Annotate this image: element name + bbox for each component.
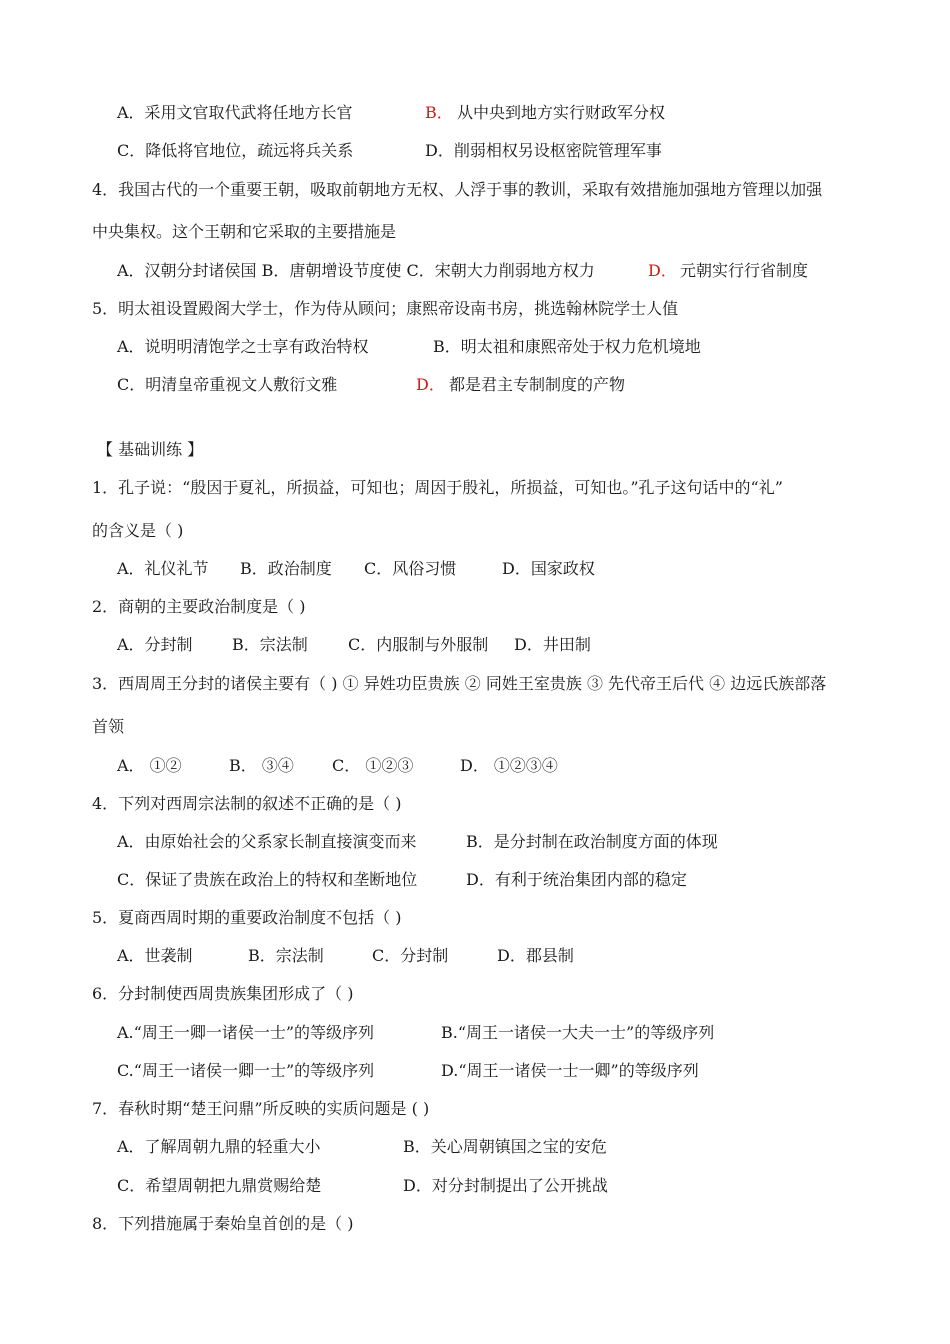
q4-option-d: D．有利于统治集团内部的稳定 bbox=[466, 870, 687, 889]
prev-q5-stem: 5．明太祖设置殿阁大学士，作为侍从顾问；康熙帝设南书房，挑选翰林院学士人值 bbox=[92, 299, 679, 318]
q1-stem-line1: 1．孔子说：“殷因于夏礼，所损益，可知也；周因于殷礼，所损益，可知也。”孔子这句话中的“礼” bbox=[92, 478, 783, 497]
prev-q4-options-abc: A．汉朝分封诸侯国 B．唐朝增设节度使 C．宋朝大力削弱地方权力 bbox=[117, 261, 595, 280]
q1-option-d: D．国家政权 bbox=[502, 559, 595, 578]
q5-stem: 5．夏商西周时期的重要政治制度不包括（ ) bbox=[92, 908, 402, 927]
q6-option-d: D.“周王一诸侯一士一卿”的等级序列 bbox=[441, 1061, 699, 1080]
prev-q5-option-d-letter: D． bbox=[416, 375, 445, 394]
q2-stem: 2．商朝的主要政治制度是（ ) bbox=[92, 597, 306, 616]
q1-option-b: B．政治制度 bbox=[240, 559, 332, 578]
prev-q3-option-c: C．降低将官地位，疏远将兵关系 bbox=[117, 141, 354, 160]
prev-q3-option-d: D．削弱相权另设枢密院管理军事 bbox=[425, 141, 662, 160]
q7-option-d: D．对分封制提出了公开挑战 bbox=[403, 1176, 608, 1195]
q6-option-a: A.“周王一卿一诸侯一士”的等级序列 bbox=[117, 1023, 375, 1042]
q1-stem-line2: 的含义是（ ) bbox=[92, 521, 184, 540]
q2-option-c: C．内服制与外服制 bbox=[348, 635, 489, 654]
prev-q5-option-d-text: 都是君主专制制度的产物 bbox=[449, 375, 626, 394]
q1-option-c: C．风俗习惯 bbox=[364, 559, 457, 578]
q5-option-d: D．郡县制 bbox=[497, 946, 574, 965]
prev-q4-option-d-text: 元朝实行行省制度 bbox=[680, 261, 809, 280]
q5-option-a: A．世袭制 bbox=[117, 946, 193, 965]
prev-q4-stem-line2: 中央集权。这个王朝和它采取的主要措施是 bbox=[92, 222, 397, 241]
prev-q3-option-a: A．采用文官取代武将任地方长官 bbox=[117, 103, 353, 122]
q7-stem: 7．春秋时期“楚王问鼎”所反映的实质问题是 ( ) bbox=[92, 1099, 430, 1118]
q5-option-c: C．分封制 bbox=[372, 946, 449, 965]
prev-q5-option-b: B．明太祖和康熙帝处于权力危机境地 bbox=[433, 337, 701, 356]
q3-option-b: B． ③④ bbox=[229, 756, 294, 775]
q3-option-c: C． ①②③ bbox=[332, 756, 414, 775]
q7-option-c: C．希望周朝把九鼎赏赐给楚 bbox=[117, 1176, 322, 1195]
q3-option-d: D． ①②③④ bbox=[460, 756, 558, 775]
q4-option-c: C．保证了贵族在政治上的特权和垄断地位 bbox=[117, 870, 418, 889]
q1-option-a: A．礼仪礼节 bbox=[117, 559, 209, 578]
q4-option-b: B．是分封制在政治制度方面的体现 bbox=[466, 832, 718, 851]
q8-stem: 8．下列措施属于秦始皇首创的是（ ) bbox=[92, 1214, 354, 1233]
q7-option-b: B．关心周朝镇国之宝的安危 bbox=[403, 1137, 607, 1156]
prev-q4-option-d-letter: D． bbox=[648, 261, 677, 280]
q3-option-a: A． ①② bbox=[117, 756, 182, 775]
q2-option-b: B．宗法制 bbox=[232, 635, 308, 654]
q2-option-a: A．分封制 bbox=[117, 635, 193, 654]
prev-q5-option-c: C．明清皇帝重视文人敷衍文雅 bbox=[117, 375, 338, 394]
section-title: 【 基础训练 】 bbox=[97, 440, 204, 459]
q5-option-b: B．宗法制 bbox=[248, 946, 324, 965]
q6-option-c: C.“周王一诸侯一卿一士”的等级序列 bbox=[117, 1061, 375, 1080]
q6-option-b: B.“周王一诸侯一大夫一士”的等级序列 bbox=[441, 1023, 715, 1042]
q7-option-a: A．了解周朝九鼎的轻重大小 bbox=[117, 1137, 321, 1156]
q2-option-d: D．井田制 bbox=[514, 635, 591, 654]
prev-q3-option-b-text: 从中央到地方实行财政军分权 bbox=[457, 103, 666, 122]
prev-q3-option-b-letter: B． bbox=[425, 103, 453, 122]
q6-stem: 6．分封制使西周贵族集团形成了（ ) bbox=[92, 984, 354, 1003]
prev-q4-stem-line1: 4．我国古代的一个重要王朝，吸取前朝地方无权、人浮于事的教训，采取有效措施加强地方管理以加强 bbox=[92, 180, 823, 199]
prev-q5-option-a: A．说明明清饱学之士享有政治特权 bbox=[117, 337, 369, 356]
q4-stem: 4．下列对西周宗法制的叙述不正确的是（ ) bbox=[92, 794, 402, 813]
q3-stem-line1: 3．西周周王分封的诸侯主要有（ ) ① 异姓功臣贵族 ② 同姓王室贵族 ③ 先代帝王后代 ④ 边远氏族部落 bbox=[92, 674, 827, 693]
q4-option-a: A．由原始社会的父系家长制直接演变而来 bbox=[117, 832, 417, 851]
q3-stem-line2: 首领 bbox=[92, 717, 125, 736]
